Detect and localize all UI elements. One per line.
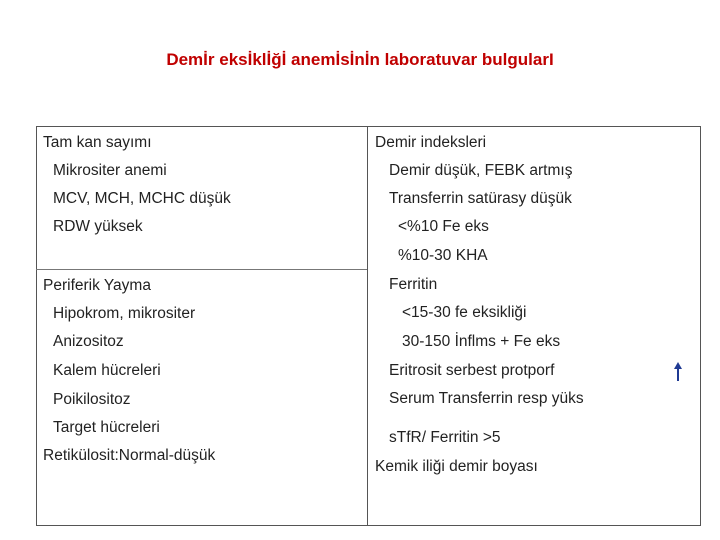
smear-item: Poikilositoz bbox=[53, 391, 131, 408]
iron-item: 30-150 İnflms + Fe eks bbox=[402, 333, 561, 350]
page-title: Demİr eksİklİğİ anemİsİnİn laboratuvar bulgularI bbox=[166, 50, 554, 69]
iron-heading: Demir indeksleri bbox=[375, 134, 487, 151]
smear-item: Target hücreleri bbox=[53, 419, 160, 436]
iron-item: %10-30 KHA bbox=[398, 247, 488, 264]
iron-item: Eritrosit serbest protporf bbox=[389, 362, 555, 379]
smear-item: Retikülosit:Normal-düşük bbox=[43, 447, 216, 464]
ferritin-heading: Ferritin bbox=[389, 276, 438, 293]
smear-item: Kalem hücreleri bbox=[53, 362, 161, 379]
cbc-item: MCV, MCH, MCHC düşük bbox=[53, 190, 231, 207]
smear-item: Anizositoz bbox=[53, 333, 124, 350]
iron-item: Serum Transferrin resp yüks bbox=[389, 390, 584, 407]
smear-item: Hipokrom, mikrositer bbox=[53, 305, 196, 322]
iron-item: sTfR/ Ferritin >5 bbox=[389, 429, 501, 446]
findings-table bbox=[36, 126, 701, 526]
up-arrow-icon bbox=[673, 362, 683, 382]
column-divider bbox=[367, 126, 368, 526]
cbc-item: RDW yüksek bbox=[53, 218, 143, 235]
iron-item: Transferrin satürasy düşük bbox=[389, 190, 572, 207]
iron-item: Kemik iliği demir boyası bbox=[375, 458, 538, 475]
cbc-item: Mikrositer anemi bbox=[53, 162, 167, 179]
iron-item: <%10 Fe eks bbox=[398, 218, 489, 235]
smear-heading: Periferik Yayma bbox=[43, 277, 151, 294]
row-divider bbox=[36, 269, 367, 270]
iron-item: <15-30 fe eksikliği bbox=[402, 304, 527, 321]
cbc-heading: Tam kan sayımı bbox=[43, 134, 152, 151]
iron-item: Demir düşük, FEBK artmış bbox=[389, 162, 573, 179]
